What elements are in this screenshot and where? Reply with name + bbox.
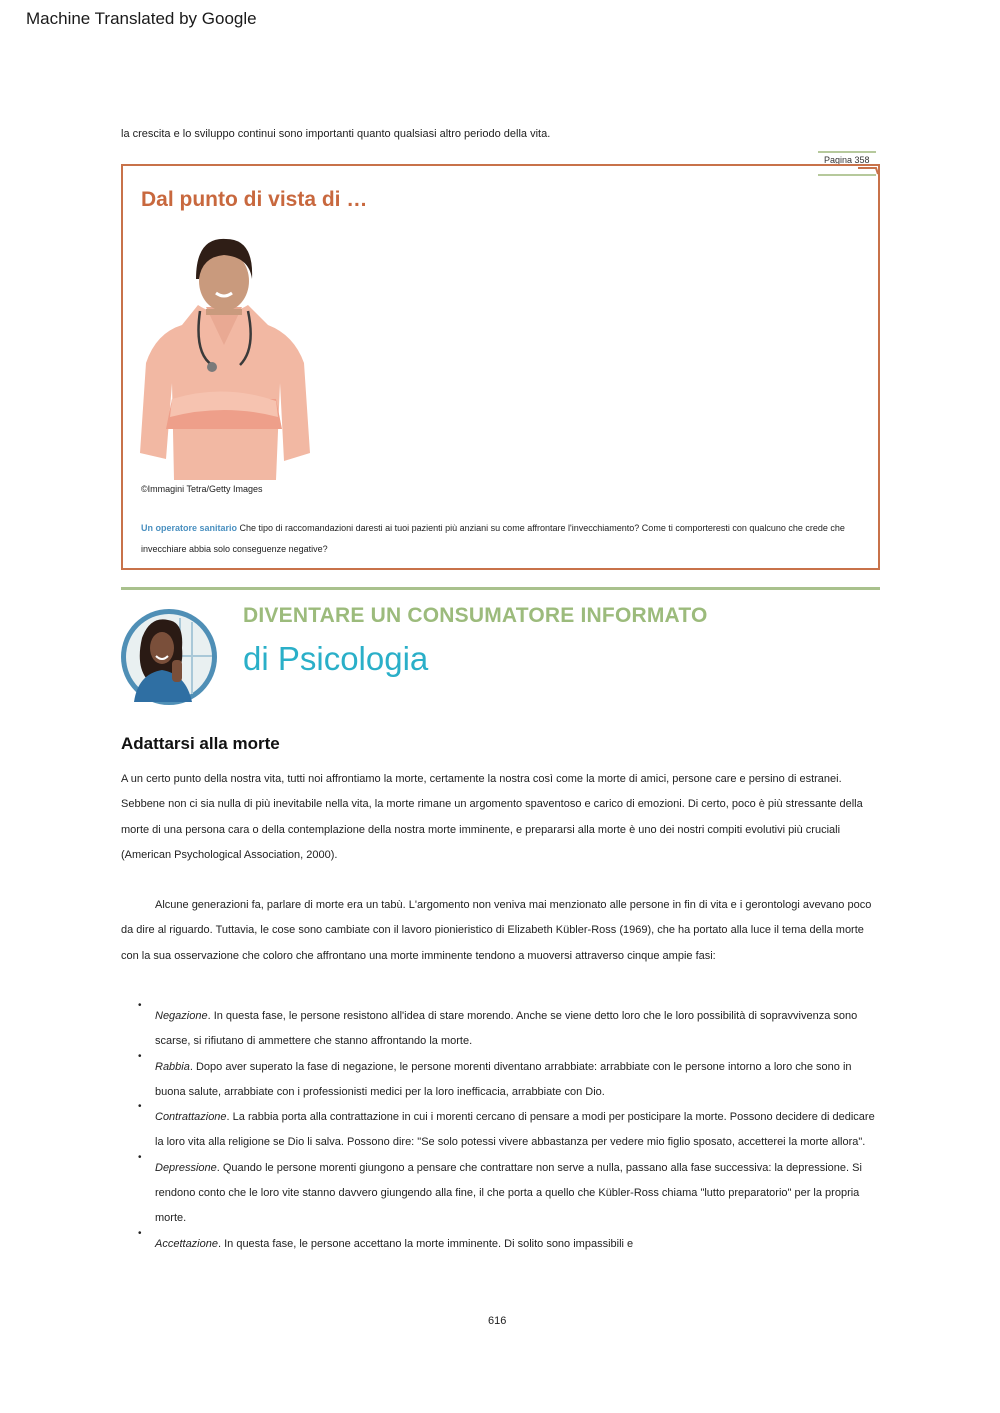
bullet-icon: • (138, 1151, 142, 1163)
stage-name: Rabbia (155, 1060, 190, 1073)
stage-name: Depressione (155, 1161, 217, 1174)
paragraph-1: A un certo punto della nostra vita, tutti noi affrontiamo la morte, certamente la nostra così come la morte di amici, persone care e persino di estranei. Sebbene non ci sia nulla di più inevitabile nella vita, la morte rimane un argomento spaventoso e carico di emozioni. Di certo, poco è più stressante della morte di una persona cara o della contemplazione della nostra morte imminente, e prepararsi alla morte è uno dei nostri compiti evolutivi più cruciali (American Psychological Association, 2000). (121, 773, 863, 861)
paragraph-2: Alcune generazioni fa, parlare di morte era un tabù. L'argomento non veniva mai menzionato alle persone in fin di vita e i gerontologi avevano poco da dire al riguardo. Tuttavia, le cose sono cambiate con il lavoro pionieristico di Elizabeth Kübler-Ross (1969), che ha portato alla luce il tema della morte con la sua osservazione che coloro che affrontano una morte imminente tendono a muoversi attraverso cinque ampie fasi: (121, 899, 872, 962)
list-item (138, 1227, 878, 1257)
list-item (138, 1101, 878, 1156)
photo-credit: ©Immagini Tetra/Getty Images (141, 484, 263, 494)
list-item (138, 1050, 878, 1106)
section-heading: Adattarsi alla morte (121, 734, 280, 753)
list-item (138, 1000, 878, 1055)
stages-list (138, 1000, 878, 1257)
nurse-photo (136, 233, 314, 480)
question-text: Che tipo di raccomandazioni daresti ai tuoi pazienti più anziani su come affrontare l'invecchiamento? Come ti comporteresti con qualcuno che crede che invecchiare abbia solo conseguenze negative? (141, 523, 845, 554)
consumer-section-subtitle: di Psicologia (243, 640, 429, 677)
bullet-icon: • (138, 1000, 142, 1011)
consumer-photo (120, 608, 218, 706)
stage-name: Contrattazione (155, 1111, 227, 1124)
stage-text: . La rabbia porta alla contrattazione in cui i morenti cercano di pensare a modi per posticipare la morte. Possono decidere di dedicare la loro vita alla religione se Dio li salva. Possono dire: "Se solo potessi vivere abbastanza per vedere mio figlio sposato, accetterei la morte allora". (155, 1111, 875, 1149)
section-divider (121, 587, 880, 590)
bullet-icon: • (138, 1050, 142, 1062)
consumer-section-title: DIVENTARE UN CONSUMATORE INFORMATO (243, 604, 708, 627)
lead-line: la crescita e lo sviluppo continui sono importanti quanto qualsiasi altro periodo della vita. (121, 128, 551, 140)
stage-text: . Dopo aver superato la fase di negazione, le persone morenti diventano arrabbiate: arrabbiate con le persone intorno a loro che sono in buona salute, arrabbiate con i professionisti medici per la loro inefficacia, arrabbiate con Dio. (155, 1060, 852, 1098)
pov-question (141, 518, 861, 560)
page-number: 616 (488, 1315, 507, 1327)
question-lead: Un operatore sanitario (141, 523, 238, 533)
stage-text: . In questa fase, le persone resistono all'idea di stare morendo. Anche se viene detto loro che le loro possibilità di sopravvivenza sono scarse, si rifiutano di ammettere che stanno affrontando la morte. (155, 1010, 858, 1048)
bullet-icon: • (138, 1227, 142, 1239)
stage-name: Negazione (155, 1010, 208, 1022)
pov-title: Dal punto di vista di … (141, 188, 368, 211)
stage-name: Accettazione (155, 1237, 218, 1250)
machine-translation-banner: Machine Translated by Google (26, 9, 257, 28)
bullet-icon: • (138, 1101, 142, 1113)
list-item (138, 1151, 878, 1232)
page-reference: Pagina 358 (824, 155, 870, 165)
stage-text: . In questa fase, le persone accettano la morte imminente. Di solito sono impassibili e (217, 1237, 634, 1250)
box-corner-fold (858, 166, 880, 186)
stage-text: . Quando le persone morenti giungono a pensare che contrattare non serve a nulla, passano alla fase successiva: la depressione. Si rendono conto che le loro vite stanno davvero giungendo alla fine, il che porta a quello che Kübler-Ross chiama "lutto preparatorio" per la propria morte. (155, 1161, 862, 1225)
page-ref-top-rule (818, 151, 876, 153)
